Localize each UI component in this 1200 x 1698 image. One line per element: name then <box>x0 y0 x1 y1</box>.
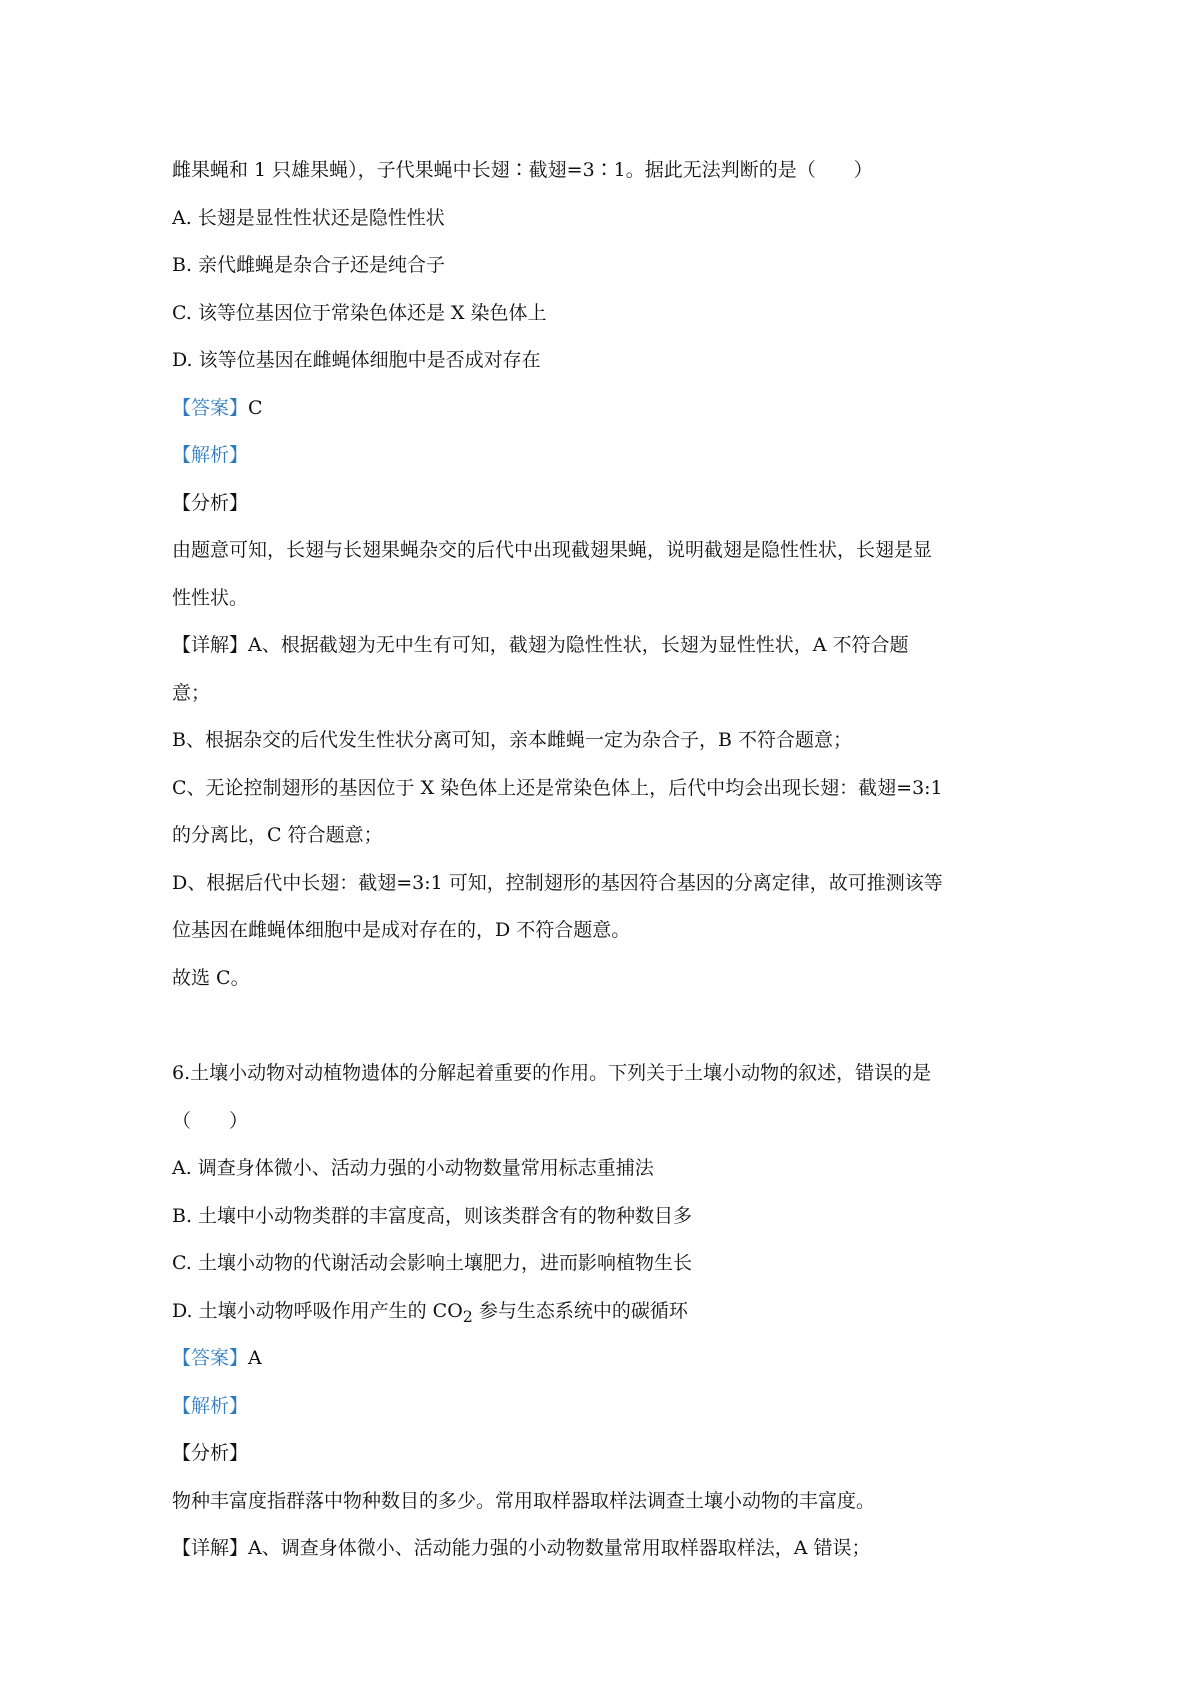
q6-stem-1: 6.土壤小动物对动植物遗体的分解起着重要的作用。下列关于土壤小动物的叙述，错误的是 <box>172 1062 932 1084</box>
q6-answer-label: 【答案】 <box>172 1347 249 1369</box>
q6-option-d-subscript: 2 <box>462 1306 473 1326</box>
q5-stem-continued: 雌果蝇和 1 只雄果蝇），子代果蝇中长翅∶截翅=3∶1。据此无法判断的是（ ） <box>172 159 873 181</box>
q6-detail-label: 【详解】 <box>172 1537 249 1559</box>
q5-fenxi-label: 【分析】 <box>172 491 249 514</box>
q5-detail-b: B、根据杂交的后代发生性状分离可知，亲本雌蝇一定为杂合子，B 不符合题意； <box>172 729 852 751</box>
q5-detail-a-1 <box>172 625 1042 673</box>
q6-option-a: A. 调查身体微小、活动力强的小动物数量常用标志重捕法 <box>172 1157 654 1179</box>
q5-detail-label: 【详解】 <box>172 634 249 656</box>
q5-option-b: B. 亲代雌蝇是杂合子还是纯合子 <box>172 254 446 276</box>
q6-fenxi-text: 物种丰富度指群落中物种数目的多少。常用取样器取样法调查土壤小动物的丰富度。 <box>172 1489 876 1512</box>
q5-detail-a-2: 意； <box>172 681 211 704</box>
q6-answer-value: A <box>248 1347 262 1369</box>
q5-conclusion: 故选 C。 <box>172 966 250 989</box>
q6-option-b: B. 土壤中小动物类群的丰富度高，则该类群含有的物种数目多 <box>172 1204 693 1227</box>
q6-detail-a-text: A、调查身体微小、活动能力强的小动物数量常用取样器取样法，A 错误； <box>248 1537 871 1559</box>
q5-detail-c-1: C、无论控制翅形的基因位于 X 染色体上还是常染色体上，后代中均会出现长翅：截翅=3:1 <box>172 776 943 799</box>
q6-analysis-label: 【解析】 <box>172 1394 249 1417</box>
q5-analysis-label: 【解析】 <box>172 444 249 466</box>
question-separator <box>172 1005 1042 1053</box>
q6-option-d-pre: D. 土壤小动物呼吸作用产生的 CO <box>172 1299 463 1322</box>
q6-option-d-post: 参与生态系统中的碳循环 <box>472 1299 688 1322</box>
q5-fenxi-text-1: 由题意可知，长翅与长翅果蝇杂交的后代中出现截翅果蝇，说明截翅是隐性性状，长翅是显 <box>172 539 933 561</box>
q6-detail-a <box>172 1528 1042 1576</box>
q5-detail-d-2: 位基因在雌蝇体细胞中是成对存在的，D 不符合题意。 <box>172 919 631 941</box>
q5-option-c: C. 该等位基因位于常染色体还是 X 染色体上 <box>172 301 547 324</box>
q6-answer <box>172 1338 1042 1386</box>
q5-answer-label: 【答案】 <box>172 396 249 419</box>
q6-fenxi-label: 【分析】 <box>172 1442 249 1464</box>
q6-option-c: C. 土壤小动物的代谢活动会影响土壤肥力，进而影响植物生长 <box>172 1252 692 1274</box>
q5-answer-value: C <box>248 396 263 419</box>
q5-detail-c-2: 的分离比，C 符合题意； <box>172 824 383 846</box>
q5-fenxi-text-2: 性性状。 <box>172 586 249 609</box>
q5-answer <box>172 388 1042 436</box>
q5-detail-d-1: D、根据后代中长翅：截翅=3:1 可知，控制翅形的基因符合基因的分离定律，故可推测该等 <box>172 871 943 894</box>
q5-detail-a-text: A、根据截翅为无中生有可知，截翅为隐性性状，长翅为显性性状，A 不符合题 <box>248 634 909 656</box>
q6-stem-2: （ ） <box>172 1109 249 1132</box>
q5-option-d: D. 该等位基因在雌蝇体细胞中是否成对存在 <box>172 349 541 371</box>
q6-option-d <box>172 1291 1042 1339</box>
q5-option-a: A. 长翅是显性性状还是隐性性状 <box>172 206 445 229</box>
document-body <box>172 150 1042 1576</box>
